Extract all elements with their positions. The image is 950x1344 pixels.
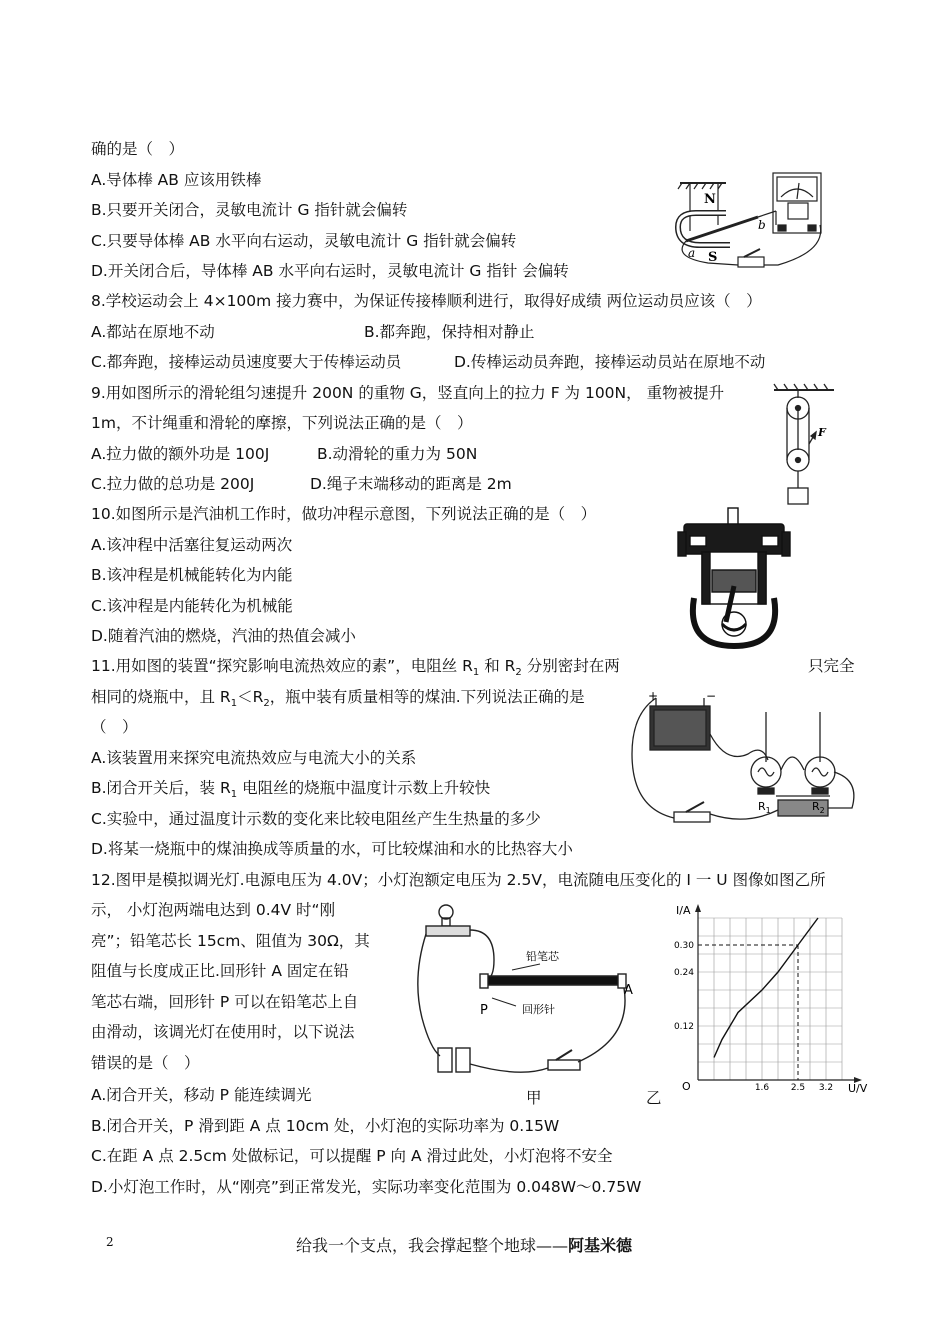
- q12-option-d: D.小灯泡工作时，从“刚亮”到正常发光，实际功率变化范围为 0.048W～0.75W: [91, 1178, 642, 1196]
- chart-y-label: I/A: [676, 904, 691, 917]
- q12-stem-5: 笔芯右端，回形针 P 可以在铅笔芯上自: [91, 993, 359, 1011]
- q11-option-a: A.该装置用来探究电流热效应与电流大小的关系: [91, 749, 417, 767]
- q11-stem-1-end: 只完全: [808, 657, 855, 675]
- q12-stem-6: 由滑动，该调光灯在使用时，以下说法: [91, 1023, 355, 1041]
- q12-stem-1: 12.图甲是模拟调光灯.电源电压为 4.0V；小灯泡额定电压为 2.5V，电流随电压变化的 I 一 U 图像如图乙所: [91, 871, 826, 889]
- q8-option-d: D.传棒运动员奔跑，接棒运动员站在原地不动: [454, 353, 766, 371]
- resistor-r2-label: $R_2$: [812, 800, 825, 815]
- q9-option-b: B.动滑轮的重力为 50N: [317, 445, 478, 463]
- clip-a-label: A: [624, 983, 633, 998]
- magnet-s-label: S: [708, 250, 718, 265]
- figure-yi-caption: 乙: [646, 1089, 662, 1107]
- engine-figure: [672, 506, 796, 652]
- magnet-n-label: N: [704, 192, 716, 207]
- paper-clip-label: 回形针: [522, 1003, 555, 1016]
- q10-option-a: A.该冲程中活塞往复运动两次: [91, 536, 293, 554]
- x-tick-label: 1.6: [754, 1083, 770, 1093]
- lead-core-label: 铅笔芯: [526, 950, 559, 963]
- q11-option-b: B.闭合开关后，装 $R_1$ 电阻丝的烧瓶中温度计示数上升较快: [91, 779, 491, 801]
- q10-option-d: D.随着汽油的燃烧，汽油的热值会减小: [91, 627, 356, 645]
- q8-option-a: A.都站在原地不动: [91, 323, 215, 341]
- q12-stem-7: 错误的是（ ）: [91, 1054, 200, 1072]
- x-tick-label: 2.5: [790, 1083, 806, 1093]
- resistor-r1-label: $R_1$: [758, 800, 771, 815]
- q12-option-b: B.闭合开关，P 滑到距 A 点 10cm 处，小灯泡的实际功率为 0.15W: [91, 1117, 560, 1135]
- q12-stem-4: 阻值与长度成正比.回形针 A 固定在铅: [91, 962, 349, 980]
- q9-option-a: A.拉力做的额外功是 100J: [91, 445, 270, 463]
- q9-option-c: C.拉力做的总功是 200J: [91, 475, 255, 493]
- q10-stem: 10.如图所示是汽油机工作时，做功冲程示意图，下列说法正确的是（ ）: [91, 505, 597, 523]
- rod-end-a-label: a: [688, 246, 696, 260]
- q8-option-b: B.都奔跑，保持相对静止: [364, 323, 535, 341]
- q7-option-d: D.开关闭合后，导体棒 AB 水平向右运时，灵敏电流计 G 指针 会偏转: [91, 262, 569, 280]
- q8-option-c: C.都奔跑，接棒运动员速度要大于传棒运动员: [91, 353, 402, 371]
- q9-option-d: D.绳子末端移动的距离是 2m: [310, 475, 512, 493]
- iu-curve-line: [714, 918, 818, 1058]
- q12-stem-3: 亮”；铅笔芯长 15cm、阻值为 30Ω，其: [91, 932, 370, 950]
- q10-option-c: C.该冲程是内能转化为机械能: [91, 597, 293, 615]
- rod-end-b-label: b: [758, 218, 766, 232]
- q12-option-c: C.在距 A 点 2.5cm 处做标记，可以提醒 P 向 A 滑过此处，小灯泡将不安全: [91, 1147, 613, 1165]
- q7-stem-tail: 确的是（ ）: [91, 140, 185, 158]
- battery-plus-label: +: [648, 689, 659, 703]
- chart-grid: [698, 918, 842, 1080]
- y-tick-label: 0.30: [673, 941, 694, 951]
- chart-origin-label: O: [682, 1080, 691, 1093]
- q11-option-d: D.将某一烧瓶中的煤油换成等质量的水，可比较煤油和水的比热容大小: [91, 840, 573, 858]
- q9-stem-1: 9.用如图所示的滑轮组匀速提升 200N 的重物 G，竖直向上的拉力 F 为 100N， 重物被提升: [91, 384, 725, 402]
- q12-option-a: A.闭合开关，移动 P 能连续调光: [91, 1086, 312, 1104]
- y-tick-label: 0.12: [673, 1022, 694, 1032]
- q11-stem-1: 11.用如图的装置“探究影响电流热效应的素”，电阻丝 $R_1$ 和 $R_2$ 分别密封在两: [91, 657, 620, 679]
- dimmer-circuit-figure: [410, 898, 632, 1080]
- clip-p-label: P: [480, 1003, 488, 1018]
- x-tick-label: 3.2: [818, 1083, 834, 1093]
- q10-option-b: B.该冲程是机械能转化为内能: [91, 566, 293, 584]
- chart-x-label: U/V: [848, 1082, 868, 1095]
- heat-effect-figure: [626, 684, 860, 834]
- em-induction-figure: [668, 165, 828, 277]
- force-f-label: F: [818, 426, 826, 439]
- y-tick-label: 0.24: [673, 968, 694, 978]
- q11-stem-2: 相同的烧瓶中，且 $R_1<R_2$，瓶中装有质量相等的煤油.下列说法正确的是: [91, 688, 585, 710]
- q11-stem-3: （ ）: [91, 718, 138, 736]
- q7-option-a: A.导体棒 AB 应该用铁棒: [91, 171, 262, 189]
- y-axis-arrow-icon: [695, 904, 701, 912]
- q12-stem-2: 示， 小灯泡两端电达到 0.4V 时“刚: [91, 901, 336, 919]
- figure-jia-caption: 甲: [526, 1089, 542, 1107]
- pulley-figure: [768, 384, 840, 510]
- q7-option-c: C.只要导体棒 AB 水平向右运动，灵敏电流计 G 指针就会偏转: [91, 232, 517, 250]
- q9-stem-2: 1m，不计绳重和滑轮的摩擦，下列说法正确的是（ ）: [91, 414, 473, 432]
- battery-minus-label: −: [706, 689, 717, 703]
- footer-motto: 给我一个支点，我会撑起整个地球——阿基米德: [296, 1236, 633, 1255]
- q8-stem: 8.学校运动会上 4×100m 接力赛中，为保证传接棒顺利进行，取得好成绩 两位运动员应该（ ）: [91, 292, 762, 310]
- q11-option-c: C.实验中，通过温度计示数的变化来比较电阻丝产生生热量的多少: [91, 810, 541, 828]
- q7-option-b: B.只要开关闭合，灵敏电流计 G 指针就会偏转: [91, 201, 408, 219]
- page-number: 2: [106, 1235, 114, 1249]
- iu-chart: [658, 900, 872, 1095]
